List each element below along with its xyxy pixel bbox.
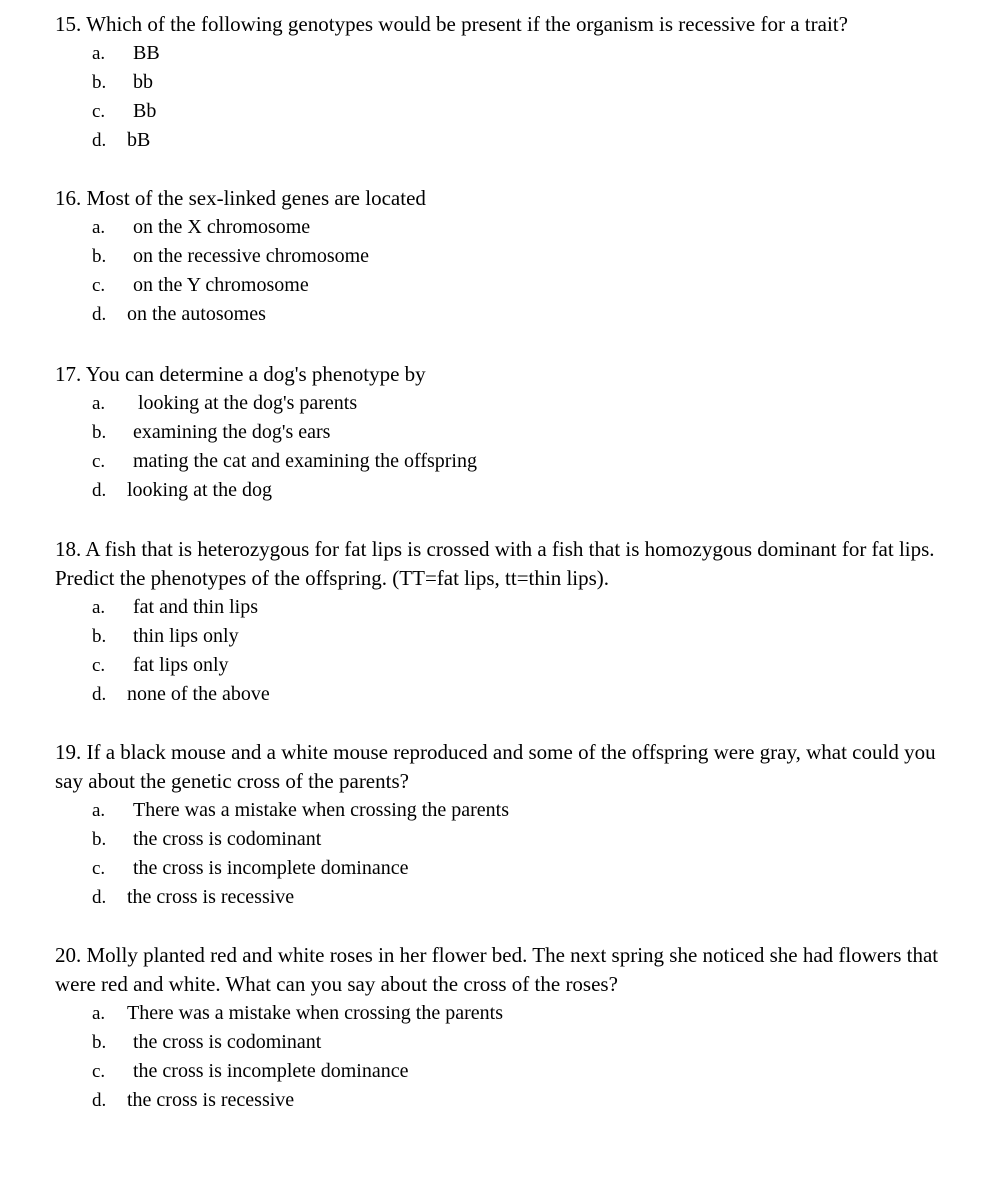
option-a <box>55 213 965 242</box>
question-text: 15. Which of the following genotypes would be present if the organism is recessive for a trait? <box>55 12 848 36</box>
question-17 <box>55 360 965 505</box>
option-d <box>55 1086 965 1115</box>
option-letter: c. <box>92 451 106 472</box>
option-letter: b. <box>92 829 107 850</box>
option-letter: d. <box>92 130 107 151</box>
question-16 <box>55 184 965 329</box>
option-letter: c. <box>92 275 106 296</box>
option-text: looking at the dog <box>127 479 272 501</box>
option-text: on the Y chromosome <box>133 274 309 296</box>
option-text: bb <box>133 71 153 93</box>
option-text: bB <box>127 129 151 151</box>
option-text: the cross is codominant <box>133 828 322 850</box>
question-18 <box>55 535 965 709</box>
option-text: the cross is recessive <box>127 1089 295 1111</box>
option-text: fat lips only <box>133 654 229 676</box>
option-b <box>55 418 965 447</box>
option-c <box>55 1057 965 1086</box>
option-a <box>55 796 965 825</box>
option-letter: d. <box>92 304 107 325</box>
option-a <box>55 593 965 622</box>
option-a <box>55 389 965 418</box>
option-letter: b. <box>92 72 107 93</box>
option-b <box>55 242 965 271</box>
option-d <box>55 680 965 709</box>
option-text: examining the dog's ears <box>133 421 331 443</box>
option-letter: a. <box>92 43 106 64</box>
option-letter: d. <box>92 480 107 501</box>
option-text: thin lips only <box>133 625 239 647</box>
option-letter: d. <box>92 1090 107 1111</box>
question-15 <box>55 10 965 155</box>
option-a <box>55 999 965 1028</box>
option-text: fat and thin lips <box>133 596 258 618</box>
option-letter: c. <box>92 858 106 879</box>
option-text: none of the above <box>127 683 270 705</box>
option-c <box>55 854 965 883</box>
option-text: the cross is incomplete dominance <box>133 857 409 879</box>
option-a <box>55 39 965 68</box>
question-text: 17. You can determine a dog's phenotype by <box>55 362 426 386</box>
option-c <box>55 651 965 680</box>
option-letter: a. <box>92 597 106 618</box>
question-20 <box>55 941 965 1115</box>
question-text: 20. Molly planted red and white roses in her flower bed. The next spring she noticed she had flowers that were red and white. What can you say about the cross of the roses? <box>55 943 939 996</box>
option-text: on the autosomes <box>127 303 266 325</box>
option-b <box>55 622 965 651</box>
option-letter: c. <box>92 655 106 676</box>
option-letter: d. <box>92 887 107 908</box>
option-c <box>55 97 965 126</box>
option-text: BB <box>133 42 160 64</box>
option-b <box>55 68 965 97</box>
option-letter: a. <box>92 393 106 414</box>
option-text: the cross is recessive <box>127 886 295 908</box>
option-d <box>55 476 965 505</box>
option-text: There was a mistake when crossing the parents <box>133 799 509 821</box>
option-text: Bb <box>133 100 157 122</box>
option-letter: d. <box>92 684 107 705</box>
option-c <box>55 271 965 300</box>
option-letter: a. <box>92 800 106 821</box>
option-text: on the X chromosome <box>133 216 311 238</box>
option-letter: c. <box>92 101 106 122</box>
question-text: 19. If a black mouse and a white mouse reproduced and some of the offspring were gray, what could you say about the genetic cross of the parents? <box>55 740 936 793</box>
option-letter: c. <box>92 1061 106 1082</box>
option-b <box>55 1028 965 1057</box>
option-d <box>55 300 965 329</box>
option-b <box>55 825 965 854</box>
option-d <box>55 126 965 155</box>
option-text: There was a mistake when crossing the parents <box>127 1002 503 1024</box>
option-letter: b. <box>92 422 107 443</box>
option-letter: a. <box>92 217 106 238</box>
option-letter: a. <box>92 1003 106 1024</box>
question-19 <box>55 738 965 912</box>
option-text: the cross is codominant <box>133 1031 322 1053</box>
option-letter: b. <box>92 246 107 267</box>
option-text: looking at the dog's parents <box>138 392 358 414</box>
option-text: on the recessive chromosome <box>133 245 370 267</box>
option-c <box>55 447 965 476</box>
option-d <box>55 883 965 912</box>
question-text: 18. A fish that is heterozygous for fat lips is crossed with a fish that is homozygous dominant for fat lips. Predict the phenotypes of the offspring. (TT=fat lips, tt=thin lips). <box>55 537 935 590</box>
option-letter: b. <box>92 1032 107 1053</box>
question-text: 16. Most of the sex-linked genes are located <box>55 186 426 210</box>
option-text: mating the cat and examining the offspring <box>133 450 477 472</box>
option-text: the cross is incomplete dominance <box>133 1060 409 1082</box>
option-letter: b. <box>92 626 107 647</box>
